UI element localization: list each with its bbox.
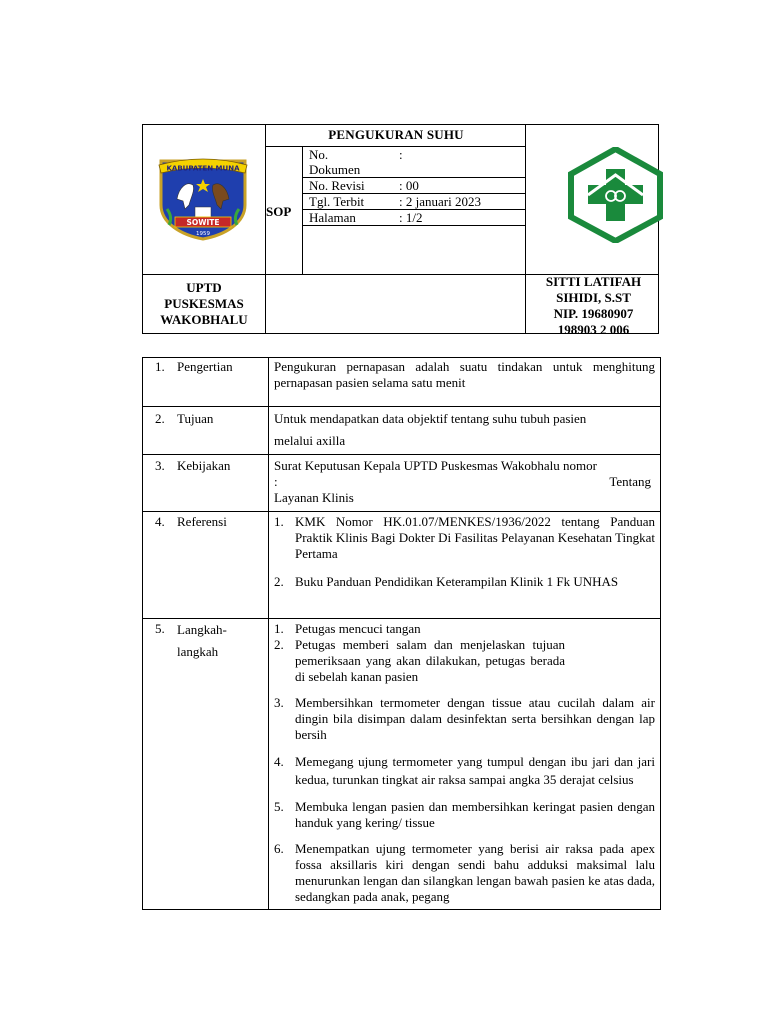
item-number: 6.	[274, 841, 284, 856]
meta-label: Tgl. Terbit	[309, 194, 365, 209]
kebijakan-line: Surat Keputusan Kepala UPTD Puskesmas Wakobhalu nomor	[274, 458, 597, 473]
item-text: Menempatkan ujung termometer yang berisi air raksa pada apex fossa aksillaris kiri dengan sendi bahu adduksi maksimal lalu menurunkan lengan dan silangkan lengan bawah pasien ke atas dada, sedangkan pada anak, pegang	[295, 841, 655, 904]
sop-content-table	[142, 357, 661, 910]
list-item	[274, 637, 655, 685]
kabupaten-muna-crest-icon	[155, 155, 251, 241]
kebijakan-colon: :	[274, 474, 278, 489]
meta-row-document-number	[309, 147, 529, 177]
signer-line: 198903 2 006	[557, 322, 630, 337]
crest-motto-text: SOWITE	[186, 218, 220, 227]
meta-label: No.	[309, 147, 329, 162]
item-text: Petugas memberi salam dan menjelaskan tujuan pemeriksaan yang akan dilakukan, petugas berada di sebelah kanan pasien	[295, 637, 565, 684]
meta-row-issue-date	[309, 194, 529, 210]
unit-line: PUSKESMAS	[164, 296, 244, 311]
section-title: Referensi	[177, 514, 227, 529]
list-item	[274, 799, 655, 831]
section-title: Tujuan	[177, 411, 214, 426]
item-number: 5.	[274, 799, 284, 814]
section-body	[274, 408, 655, 452]
signer-line: NIP. 19680907	[553, 306, 634, 321]
list-item	[274, 841, 655, 905]
content-divider	[143, 454, 660, 455]
signer-line: SITTI LATIFAH	[545, 274, 642, 289]
signer-block	[527, 274, 660, 338]
tujuan-line: melalui axilla	[274, 433, 346, 448]
item-text: KMK Nomor HK.01.07/MENKES/1936/2022 tentang Panduan Praktik Klinis Bagi Dokter Di Fasilitas Pelayanan Kesehatan Tingkat Pertama	[295, 514, 655, 561]
meta-row-page	[309, 210, 529, 226]
sop-header-table	[142, 124, 659, 337]
item-text: Petugas mencuci tangan	[295, 621, 421, 636]
pengertian-text: Pengukuran pernapasan adalah suatu tindakan untuk menghitung pernapasan pasien selama satu menit	[274, 359, 655, 390]
section-number: 2.	[155, 411, 165, 426]
kebijakan-tentang: Tentang	[609, 474, 651, 489]
section-number: 5.	[155, 621, 165, 636]
meta-value: :	[399, 147, 403, 162]
puskesmas-cross-icon	[568, 147, 663, 243]
section-body	[274, 621, 655, 905]
tujuan-line: Untuk mendapatkan data objektif tentang suhu tubuh pasien	[274, 411, 587, 426]
content-divider	[143, 406, 660, 407]
content-divider	[143, 511, 660, 512]
meta-row-revision	[309, 178, 529, 194]
unit-name	[143, 280, 265, 328]
meta-value: : 1/2	[399, 210, 423, 225]
list-item	[274, 695, 655, 743]
signer-line: SIHIDI, S.ST	[556, 290, 631, 305]
item-number: 2.	[274, 637, 284, 652]
list-item	[274, 621, 655, 637]
meta-label: Dokumen	[309, 162, 361, 177]
header-divider	[265, 125, 266, 333]
meta-label: Halaman	[309, 210, 356, 225]
section-body	[274, 359, 655, 391]
section-title: Kebijakan	[177, 458, 231, 473]
unit-line: WAKOBHALU	[160, 312, 248, 327]
referensi-list	[274, 514, 655, 590]
item-number: 1.	[274, 621, 284, 636]
meta-value: : 00	[399, 178, 419, 193]
section-body	[274, 514, 655, 590]
header-divider	[302, 146, 303, 275]
kebijakan-line	[274, 474, 655, 490]
document-title: PENGUKURAN SUHU	[328, 127, 464, 142]
section-number: 1.	[155, 359, 165, 374]
kebijakan-line: Layanan Klinis	[274, 490, 354, 505]
item-text: Membuka lengan pasien dan membersihkan keringat pasien dengan handuk yang kering/ tissue	[295, 799, 655, 830]
section-number: 3.	[155, 458, 165, 473]
item-text: Membersihkan termometer dengan tissue atau cucilah dalam air dingin bila disimpan dalam desinfektan serta bersihkan dengan lap bersih	[295, 695, 655, 742]
section-title	[177, 619, 267, 663]
crest-year-text: 1959	[196, 231, 210, 237]
list-item	[274, 753, 655, 789]
list-item	[274, 574, 655, 590]
unit-line: UPTD	[186, 280, 222, 295]
item-number: 3.	[274, 695, 284, 710]
meta-label: No. Revisi	[309, 178, 365, 193]
content-divider	[268, 358, 269, 910]
section-title: Pengertian	[177, 359, 233, 374]
meta-value: : 2 januari 2023	[399, 194, 481, 209]
section-number: 4.	[155, 514, 165, 529]
langkah-list	[274, 621, 655, 905]
section-title-line: langkah	[177, 644, 219, 659]
item-number: 2.	[274, 574, 284, 589]
item-text: Memegang ujung termometer yang tumpul dengan ibu jari dan jari kedua, turunkan tingkat air raksa sampai angka 35 derajat celsius	[295, 754, 655, 787]
section-body	[274, 458, 655, 506]
sop-label: SOP	[266, 204, 292, 219]
crest-banner-text: KABUPATEN MUNA	[166, 164, 240, 173]
section-title-line: Langkah-	[177, 622, 227, 637]
item-number: 1.	[274, 514, 284, 529]
item-text: Buku Panduan Pendidikan Keterampilan Klinik 1 Fk UNHAS	[295, 574, 619, 589]
list-item	[274, 514, 655, 562]
item-number: 4.	[274, 754, 284, 769]
